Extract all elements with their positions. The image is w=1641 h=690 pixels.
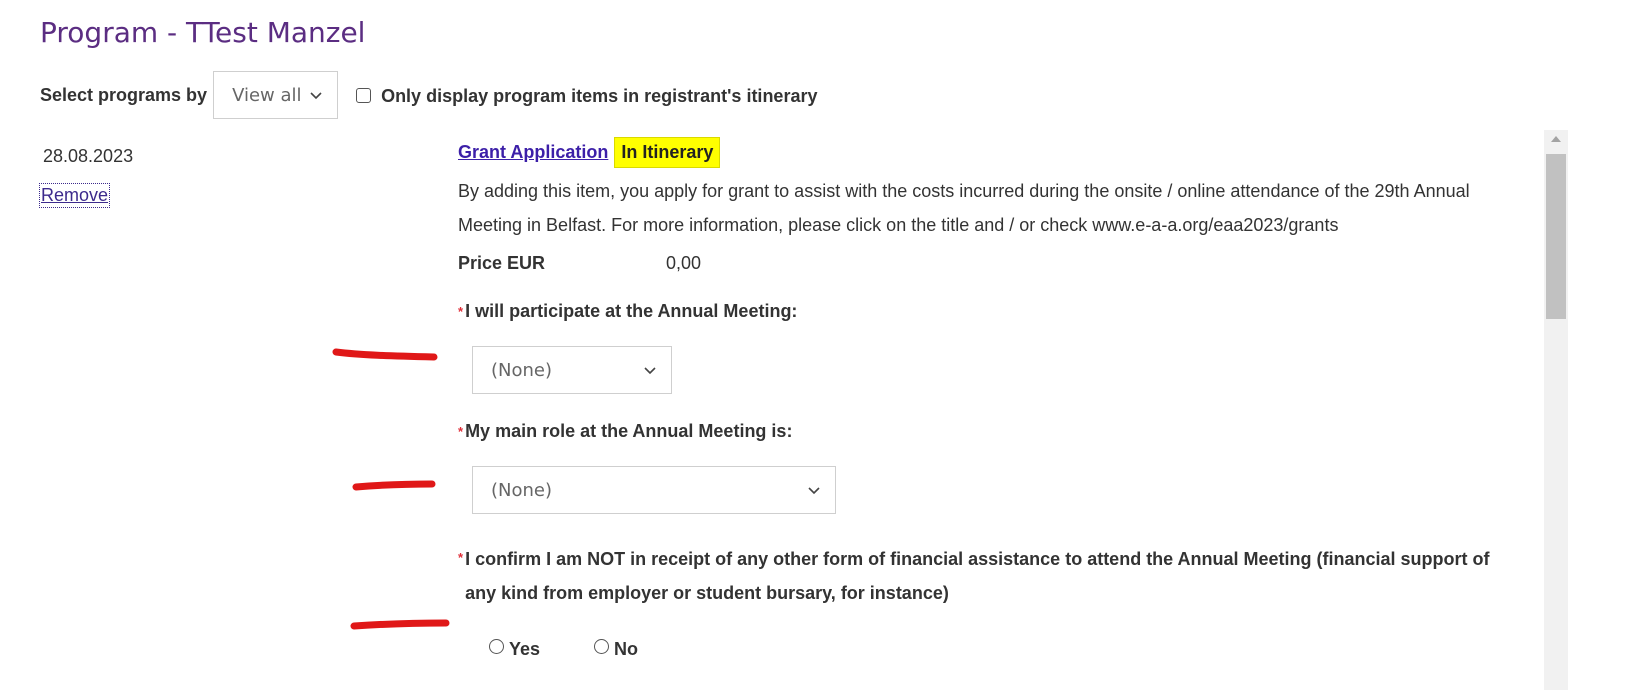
question-participation-label: I will participate at the Annual Meeting: [465, 301, 798, 321]
yes-radio[interactable] [489, 639, 504, 654]
scroll-up-arrow-icon[interactable] [1551, 136, 1561, 142]
required-marker: * [458, 304, 464, 319]
role-select-value: (None) [491, 479, 553, 501]
radio-option-no[interactable] [594, 636, 638, 657]
red-annotation-stroke [330, 345, 440, 365]
price-row [458, 246, 1538, 280]
program-filter-bar [40, 70, 817, 120]
itinerary-filter [356, 85, 817, 106]
no-radio-label: No [614, 639, 638, 659]
program-filter-select[interactable] [213, 71, 338, 119]
required-marker: * [458, 550, 464, 565]
program-item-description: By adding this item, you apply for grant to assist with the costs incurred during the onsite / online attendance of the 29th Annual Meeting in Belfast. For more information, please click on the title and / or check www.e-a-a.org/eaa2023/grants [458, 181, 1470, 235]
select-programs-label: Select programs by [40, 84, 208, 105]
red-annotation-stroke [348, 615, 453, 635]
in-itinerary-badge: In Itinerary [614, 137, 720, 168]
itinerary-only-checkbox[interactable] [356, 88, 371, 103]
question-role-label: My main role at the Annual Meeting is: [465, 421, 793, 441]
no-radio[interactable] [594, 639, 609, 654]
program-item-title-link[interactable]: Grant Application [458, 141, 609, 162]
page-title: Program - TTest Manzel [40, 16, 366, 49]
question-financial-assistance-label: I confirm I am NOT in receipt of any other form of financial assistance to attend the Annual Meeting (financial support of any kind from employer or student bursary, for instance) [465, 549, 1490, 603]
vertical-scrollbar[interactable] [1544, 130, 1568, 690]
required-marker: * [458, 424, 464, 439]
participation-select-value: (None) [491, 359, 553, 381]
price-label: Price EUR [458, 252, 546, 273]
program-item [458, 135, 1538, 280]
chevron-down-icon [807, 483, 821, 497]
question-participation [458, 294, 797, 328]
price-value: 0,00 [666, 252, 702, 273]
itinerary-only-label: Only display program items in registrant's itinerary [381, 85, 818, 106]
role-select[interactable] [472, 466, 836, 514]
chevron-down-icon [309, 88, 323, 102]
question-role [458, 414, 792, 448]
radio-option-yes[interactable] [489, 636, 540, 657]
question-financial-assistance [458, 542, 1518, 610]
program-item-header [458, 135, 1538, 169]
participation-select[interactable] [472, 346, 672, 394]
red-annotation-stroke [350, 476, 440, 496]
remove-link[interactable]: Remove [41, 185, 109, 205]
scrollbar-thumb[interactable] [1546, 154, 1566, 319]
program-filter-value: View all [232, 84, 302, 106]
chevron-down-icon [643, 363, 657, 377]
program-date: 28.08.2023 [43, 146, 134, 166]
yes-radio-label: Yes [509, 639, 541, 659]
